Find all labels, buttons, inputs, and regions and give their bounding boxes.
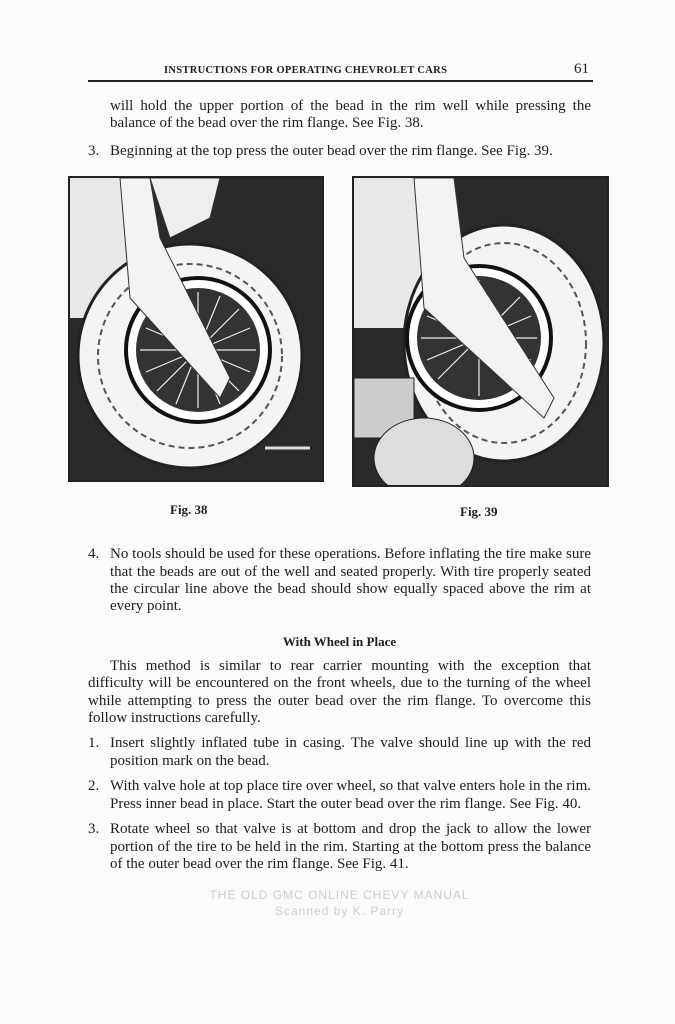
- step-text: With valve hole at top place tire over wheel, so that valve enters hole in the rim. Press inner bead in place. Start the outer bead over the rim flange. See Fig. 40.: [110, 778, 591, 812]
- running-header: [88, 60, 593, 82]
- step-4: [88, 546, 591, 616]
- figure-39-image: [352, 176, 609, 487]
- section-paragraph: This method is similar to rear carrier mounting with the exception that difficulty will be encountered on the front wheels, due to the turning of the wheel while attempting to press the outer bead over the rim flange. To overcome this follow instructions carefully.: [88, 657, 591, 727]
- step-number: 1.: [88, 735, 100, 752]
- figure-38-image: [68, 176, 324, 482]
- header-title: INSTRUCTIONS FOR OPERATING CHEVROLET CARS: [164, 65, 448, 76]
- step-3-top: [88, 143, 591, 160]
- step-number: 3.: [88, 821, 100, 838]
- step-number: 2.: [88, 778, 100, 795]
- page-number: 61: [574, 61, 589, 77]
- step-text: No tools should be used for these operations. Before inflating the tire make sure that the beads are out of the well and seated properly. With tire properly seated the circular line above the bead should show equally spaced above the rim at every point.: [110, 546, 591, 615]
- step-text: Insert slightly inflated tube in casing. The valve should line up with the red position mark on the bead.: [110, 735, 591, 769]
- page-body: [88, 98, 591, 919]
- figure-39-caption: Fig. 39: [460, 504, 498, 520]
- step-3-bottom: [88, 821, 591, 873]
- step-1: [88, 735, 591, 770]
- figures-row: [88, 176, 591, 596]
- step-number: 3.: [88, 142, 100, 159]
- step-text: Beginning at the top press the outer bead over the rim flange. See Fig. 39.: [110, 142, 553, 159]
- watermark-line-1: THE OLD GMC ONLINE CHEVY MANUAL: [209, 888, 470, 903]
- watermark-line-2: Scanned by K. Parry: [274, 904, 405, 919]
- step-text: Rotate wheel so that valve is at bottom and drop the jack to allow the lower portion of the tire to be held in the rim. Starting at the bottom press the balance of the outer bead over the rim flange. See Fig. 41.: [110, 821, 591, 872]
- step-2: [88, 778, 591, 813]
- figure-38-caption: Fig. 38: [170, 502, 208, 518]
- section-heading: With Wheel in Place: [282, 633, 397, 649]
- step-number: 4.: [88, 546, 100, 563]
- intro-paragraph: will hold the upper portion of the bead in the rim well while pressing the balance of the bead over the rim flange. See Fig. 38.: [110, 98, 591, 132]
